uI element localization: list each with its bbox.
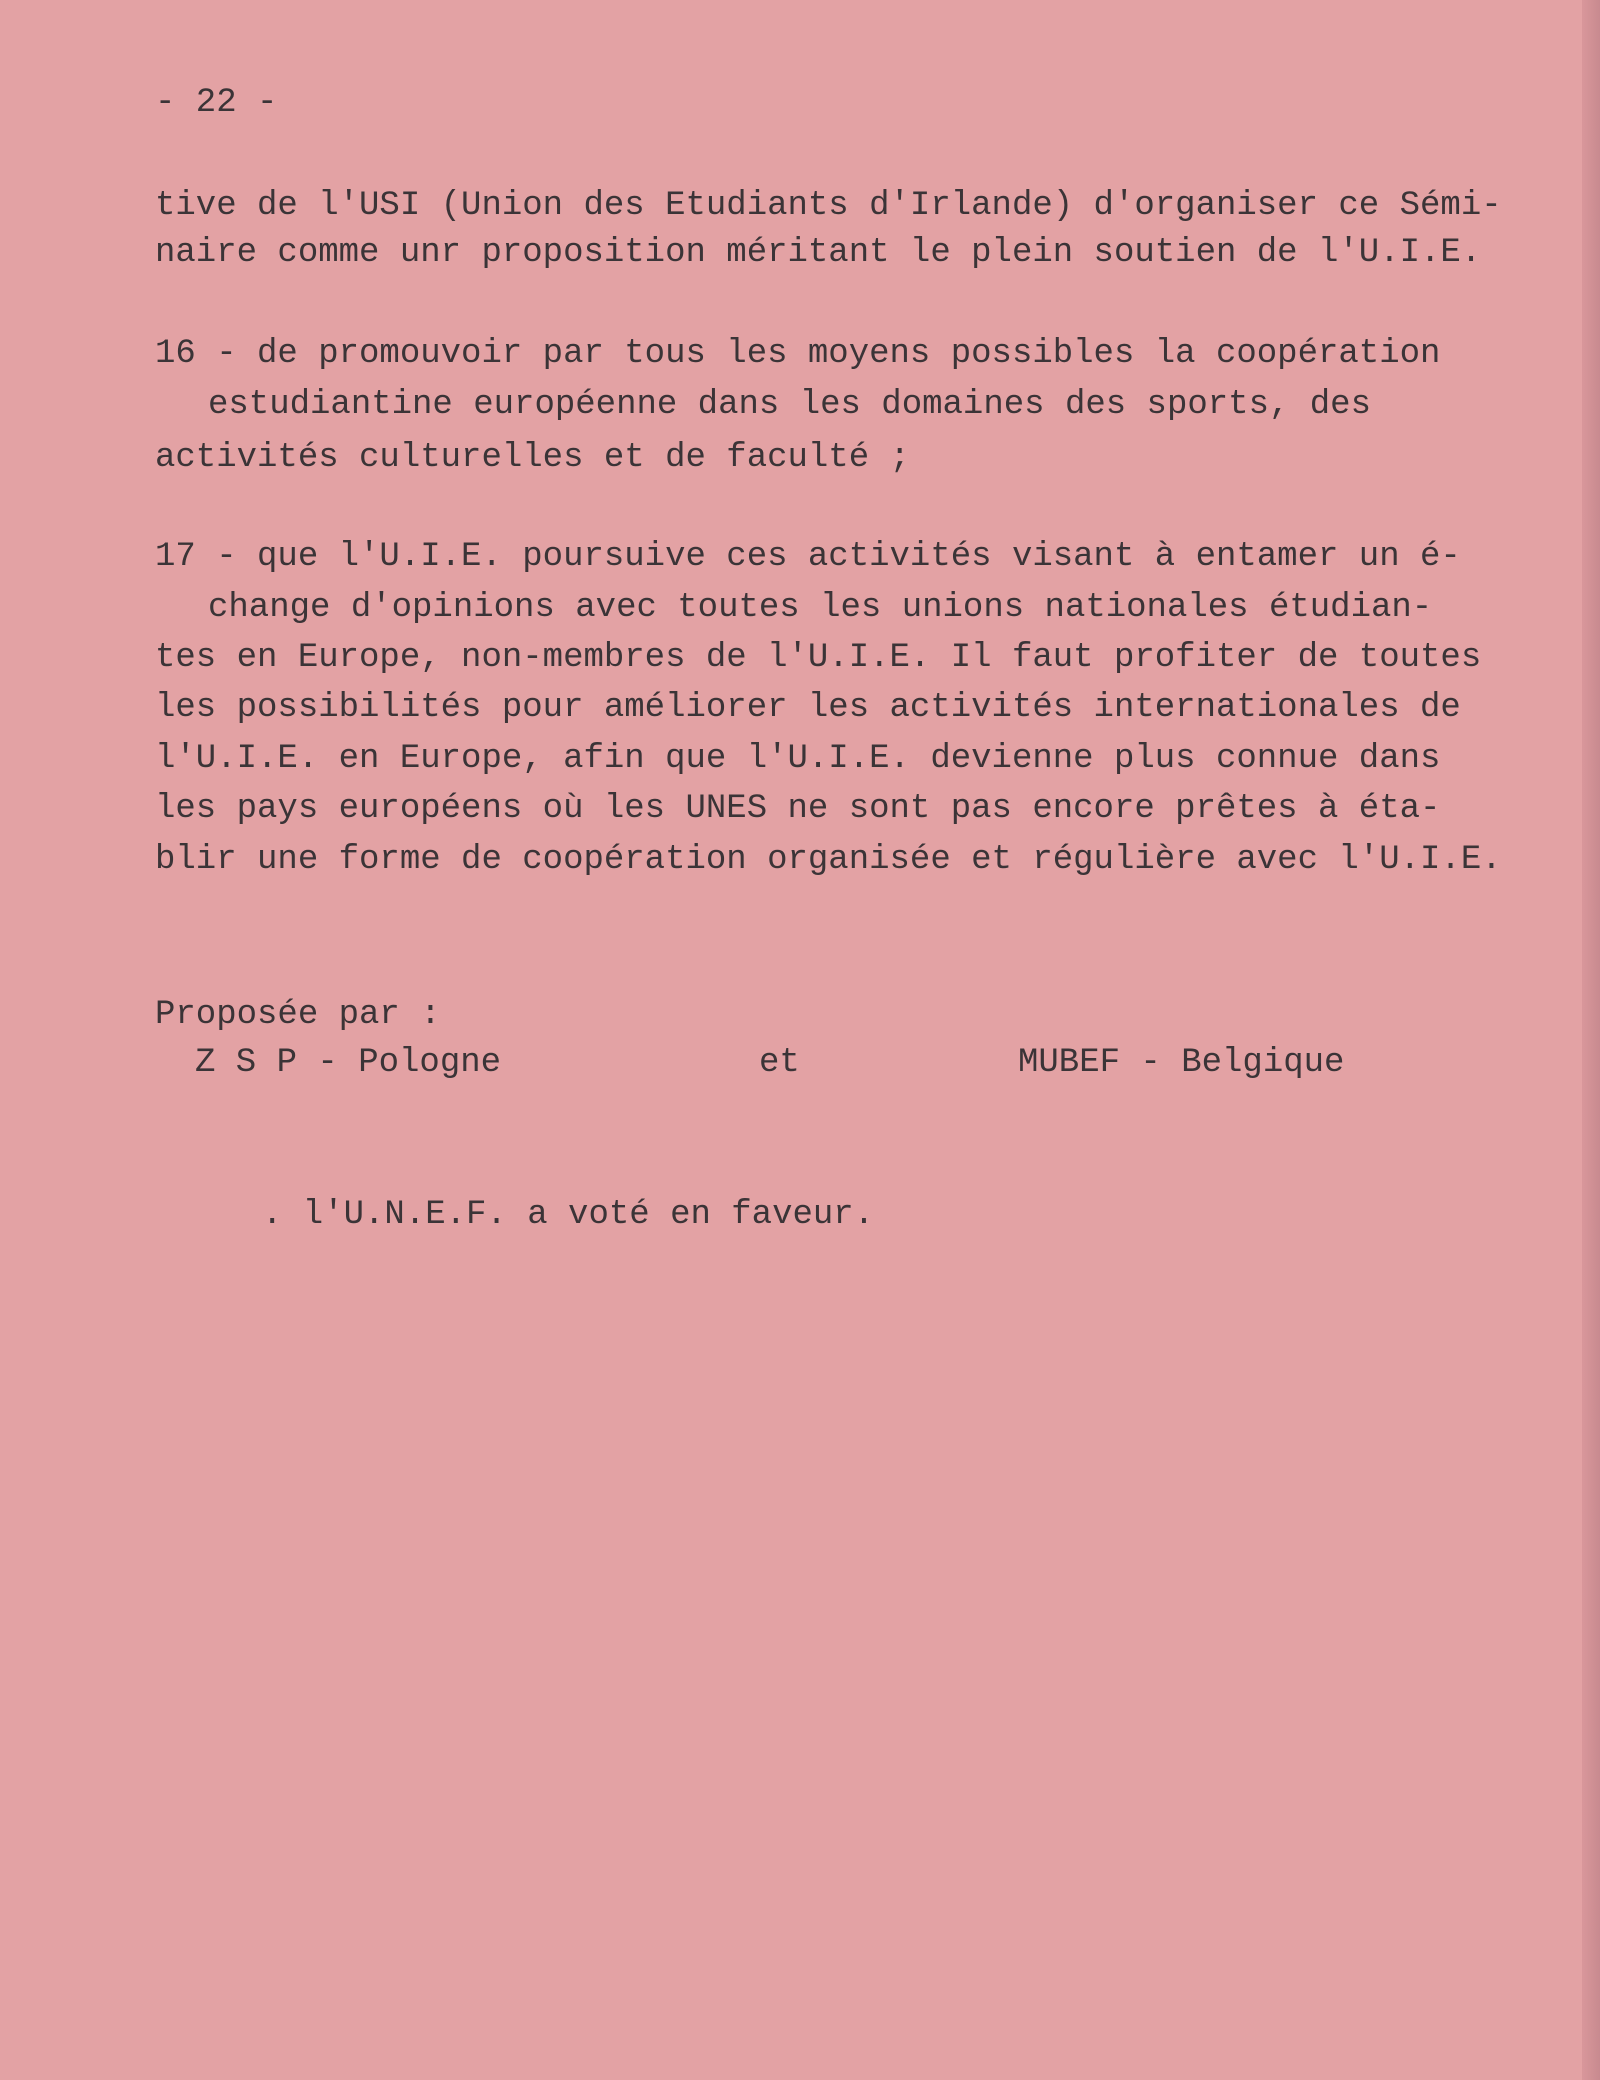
item-17-line: blir une forme de coopération organisée et régulière avec l'U.I.E. <box>155 841 1502 879</box>
item-17-line: les possibilités pour améliorer les activités internationales de <box>155 689 1461 727</box>
vote-note: . l'U.N.E.F. a voté en faveur. <box>262 1196 875 1234</box>
item-17-line: tes en Europe, non-membres de l'U.I.E. Il faut profiter de toutes <box>155 639 1482 677</box>
text-line: tive de l'USI (Union des Etudiants d'Irlande) d'organiser ce Sémi- <box>155 187 1502 225</box>
proposer-conjunction: et <box>759 1044 800 1082</box>
item-16-line: estudiantine européenne dans les domaines des sports, des <box>208 386 1371 424</box>
item-16-line: 16 - de promouvoir par tous les moyens possibles la coopération <box>155 335 1441 373</box>
proposer-first: Z S P - Pologne <box>195 1044 502 1082</box>
proposed-by-label: Proposée par : <box>155 996 441 1034</box>
item-17-line: l'U.I.E. en Europe, afin que l'U.I.E. devienne plus connue dans <box>155 740 1441 778</box>
text-line: naire comme unr proposition méritant le plein soutien de l'U.I.E. <box>155 234 1482 272</box>
item-17-line: change d'opinions avec toutes les unions nationales étudian- <box>208 589 1433 627</box>
paper-edge-shadow <box>1582 0 1600 2080</box>
proposer-second: MUBEF - Belgique <box>1018 1044 1345 1082</box>
page-number: - 22 - <box>155 84 278 122</box>
item-17-line: 17 - que l'U.I.E. poursuive ces activités visant à entamer un é- <box>155 538 1461 576</box>
item-16-line: activités culturelles et de faculté ; <box>155 439 910 477</box>
item-17-line: les pays européens où les UNES ne sont pas encore prêtes à éta- <box>155 790 1441 828</box>
